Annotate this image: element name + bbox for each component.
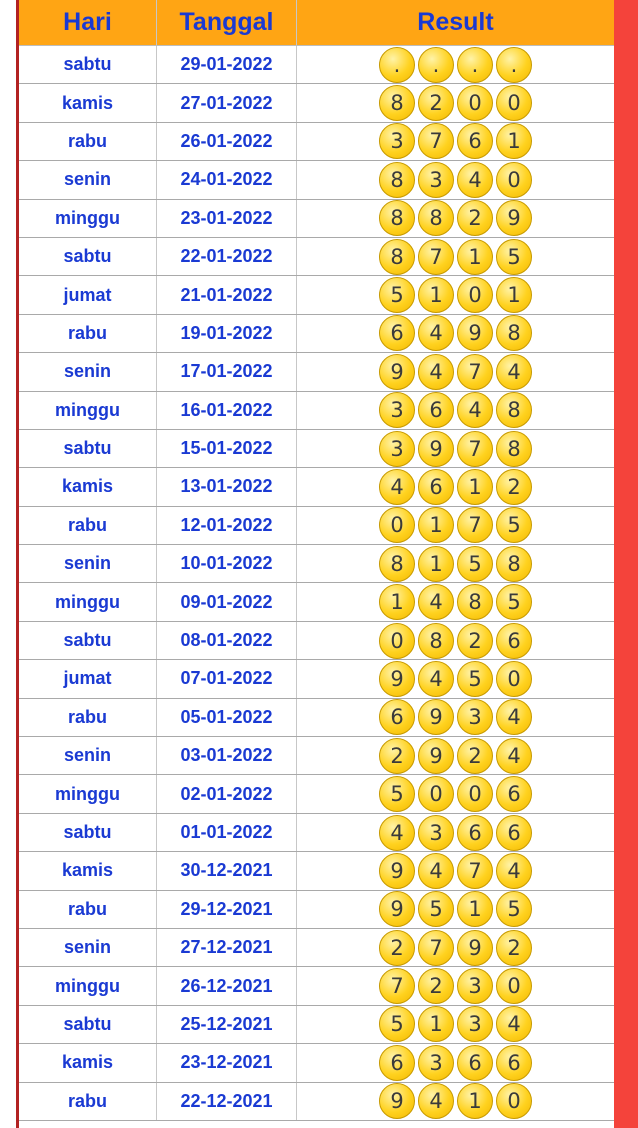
result-cell bbox=[297, 468, 614, 505]
result-ball: 9 bbox=[379, 853, 415, 889]
result-ball: . bbox=[496, 47, 532, 83]
result-ball: 0 bbox=[496, 162, 532, 198]
result-balls bbox=[297, 699, 614, 735]
table-row bbox=[19, 353, 614, 391]
date-cell: 25-12-2021 bbox=[157, 1006, 297, 1043]
result-balls bbox=[297, 200, 614, 236]
date-cell: 27-12-2021 bbox=[157, 929, 297, 966]
result-ball: 6 bbox=[457, 1045, 493, 1081]
result-cell bbox=[297, 84, 614, 121]
result-ball: 9 bbox=[379, 1083, 415, 1119]
result-ball: 4 bbox=[496, 354, 532, 390]
table-body bbox=[19, 46, 614, 1121]
date-cell: 16-01-2022 bbox=[157, 392, 297, 429]
table-row bbox=[19, 852, 614, 890]
table-row bbox=[19, 967, 614, 1005]
result-ball: 6 bbox=[418, 469, 454, 505]
day-cell: senin bbox=[19, 929, 157, 966]
result-balls bbox=[297, 930, 614, 966]
result-ball: 1 bbox=[418, 507, 454, 543]
date-cell: 01-01-2022 bbox=[157, 814, 297, 851]
result-ball: 0 bbox=[418, 776, 454, 812]
result-cell bbox=[297, 507, 614, 544]
result-ball: 5 bbox=[496, 584, 532, 620]
result-ball: 7 bbox=[379, 968, 415, 1004]
date-cell: 15-01-2022 bbox=[157, 430, 297, 467]
result-cell bbox=[297, 967, 614, 1004]
result-ball: 5 bbox=[379, 1006, 415, 1042]
result-ball: 1 bbox=[496, 123, 532, 159]
result-cell bbox=[297, 161, 614, 198]
date-cell: 10-01-2022 bbox=[157, 545, 297, 582]
table-row bbox=[19, 84, 614, 122]
result-cell bbox=[297, 276, 614, 313]
day-cell: sabtu bbox=[19, 430, 157, 467]
day-cell: senin bbox=[19, 353, 157, 390]
result-cell bbox=[297, 430, 614, 467]
result-ball: 7 bbox=[457, 431, 493, 467]
result-cell bbox=[297, 852, 614, 889]
result-cell bbox=[297, 775, 614, 812]
result-cell bbox=[297, 545, 614, 582]
header-tanggal: Tanggal bbox=[157, 0, 297, 45]
result-balls bbox=[297, 968, 614, 1004]
result-ball: 1 bbox=[457, 469, 493, 505]
result-cell bbox=[297, 622, 614, 659]
result-ball: 9 bbox=[418, 738, 454, 774]
result-balls bbox=[297, 507, 614, 543]
table-row bbox=[19, 545, 614, 583]
result-ball: 6 bbox=[496, 623, 532, 659]
result-ball: 0 bbox=[496, 85, 532, 121]
day-cell: rabu bbox=[19, 315, 157, 352]
result-ball: 6 bbox=[496, 815, 532, 851]
table-row bbox=[19, 123, 614, 161]
result-ball: 3 bbox=[457, 1006, 493, 1042]
result-cell bbox=[297, 1006, 614, 1043]
result-ball: 4 bbox=[496, 853, 532, 889]
result-cell bbox=[297, 46, 614, 83]
result-ball: 5 bbox=[379, 776, 415, 812]
header-result: Result bbox=[417, 8, 494, 36]
result-balls bbox=[297, 354, 614, 390]
date-cell: 09-01-2022 bbox=[157, 583, 297, 620]
result-balls bbox=[297, 1083, 614, 1119]
result-ball: 4 bbox=[418, 1083, 454, 1119]
result-balls bbox=[297, 47, 614, 83]
result-ball: 2 bbox=[457, 738, 493, 774]
result-ball: 6 bbox=[379, 315, 415, 351]
result-ball: 4 bbox=[379, 469, 415, 505]
table-row bbox=[19, 1083, 614, 1121]
table-row bbox=[19, 622, 614, 660]
result-ball: 8 bbox=[379, 239, 415, 275]
result-ball: 2 bbox=[496, 469, 532, 505]
result-ball: 5 bbox=[496, 239, 532, 275]
date-cell: 26-01-2022 bbox=[157, 123, 297, 160]
result-balls bbox=[297, 584, 614, 620]
result-balls bbox=[297, 392, 614, 428]
results-table bbox=[19, 0, 614, 1121]
result-balls bbox=[297, 239, 614, 275]
result-balls bbox=[297, 85, 614, 121]
result-balls bbox=[297, 315, 614, 351]
result-ball: 0 bbox=[457, 85, 493, 121]
day-cell: minggu bbox=[19, 200, 157, 237]
result-balls bbox=[297, 277, 614, 313]
day-cell: kamis bbox=[19, 852, 157, 889]
result-ball: 2 bbox=[496, 930, 532, 966]
result-ball: 0 bbox=[457, 277, 493, 313]
result-ball: 8 bbox=[379, 546, 415, 582]
result-cell bbox=[297, 1044, 614, 1081]
table-row bbox=[19, 161, 614, 199]
result-ball: 2 bbox=[379, 930, 415, 966]
day-cell: minggu bbox=[19, 967, 157, 1004]
table-row bbox=[19, 583, 614, 621]
date-cell: 17-01-2022 bbox=[157, 353, 297, 390]
result-ball: 4 bbox=[418, 661, 454, 697]
result-ball: 3 bbox=[418, 815, 454, 851]
result-ball: 9 bbox=[496, 200, 532, 236]
result-ball: 2 bbox=[418, 968, 454, 1004]
result-balls bbox=[297, 546, 614, 582]
result-ball: 0 bbox=[496, 968, 532, 1004]
result-ball: 6 bbox=[496, 1045, 532, 1081]
date-cell: 22-01-2022 bbox=[157, 238, 297, 275]
result-ball: 4 bbox=[379, 815, 415, 851]
table-row bbox=[19, 699, 614, 737]
result-ball: 1 bbox=[457, 1083, 493, 1119]
result-ball: 3 bbox=[379, 392, 415, 428]
result-ball: . bbox=[379, 47, 415, 83]
date-cell: 23-12-2021 bbox=[157, 1044, 297, 1081]
date-cell: 27-01-2022 bbox=[157, 84, 297, 121]
result-ball: 6 bbox=[457, 123, 493, 159]
result-ball: 1 bbox=[379, 584, 415, 620]
table-row bbox=[19, 814, 614, 852]
result-ball: 8 bbox=[418, 200, 454, 236]
result-ball: 4 bbox=[418, 584, 454, 620]
result-ball: 6 bbox=[418, 392, 454, 428]
day-cell: minggu bbox=[19, 775, 157, 812]
result-ball: 1 bbox=[418, 277, 454, 313]
result-ball: 1 bbox=[418, 546, 454, 582]
day-cell: minggu bbox=[19, 392, 157, 429]
result-ball: 6 bbox=[457, 815, 493, 851]
result-ball: 5 bbox=[457, 661, 493, 697]
result-cell bbox=[297, 123, 614, 160]
result-ball: 2 bbox=[379, 738, 415, 774]
day-cell: rabu bbox=[19, 891, 157, 928]
result-ball: 8 bbox=[496, 546, 532, 582]
day-cell: sabtu bbox=[19, 46, 157, 83]
result-ball: 9 bbox=[379, 354, 415, 390]
day-cell: senin bbox=[19, 737, 157, 774]
result-cell bbox=[297, 737, 614, 774]
result-ball: 9 bbox=[457, 930, 493, 966]
result-ball: 3 bbox=[418, 162, 454, 198]
day-cell: sabtu bbox=[19, 1006, 157, 1043]
result-cell bbox=[297, 353, 614, 390]
result-ball: 8 bbox=[457, 584, 493, 620]
header-hari: Hari bbox=[19, 0, 157, 45]
date-cell: 02-01-2022 bbox=[157, 775, 297, 812]
result-ball: 4 bbox=[496, 1006, 532, 1042]
result-balls bbox=[297, 623, 614, 659]
day-cell: senin bbox=[19, 545, 157, 582]
result-ball: 0 bbox=[379, 623, 415, 659]
result-balls bbox=[297, 853, 614, 889]
result-balls bbox=[297, 815, 614, 851]
result-ball: 1 bbox=[457, 891, 493, 927]
date-cell: 24-01-2022 bbox=[157, 161, 297, 198]
date-cell: 08-01-2022 bbox=[157, 622, 297, 659]
result-ball: 4 bbox=[418, 853, 454, 889]
table-row bbox=[19, 238, 614, 276]
result-ball: 8 bbox=[379, 162, 415, 198]
result-cell bbox=[297, 392, 614, 429]
result-ball: 2 bbox=[457, 200, 493, 236]
result-ball: 9 bbox=[418, 431, 454, 467]
result-ball: 1 bbox=[418, 1006, 454, 1042]
date-cell: 05-01-2022 bbox=[157, 699, 297, 736]
day-cell: rabu bbox=[19, 507, 157, 544]
result-cell bbox=[297, 200, 614, 237]
result-cell bbox=[297, 699, 614, 736]
table-row bbox=[19, 276, 614, 314]
result-ball: 4 bbox=[418, 354, 454, 390]
result-ball: 5 bbox=[418, 891, 454, 927]
result-ball: 8 bbox=[496, 315, 532, 351]
day-cell: rabu bbox=[19, 1083, 157, 1120]
day-cell: minggu bbox=[19, 583, 157, 620]
result-ball: 2 bbox=[457, 623, 493, 659]
result-ball: 8 bbox=[379, 85, 415, 121]
left-margin bbox=[0, 0, 16, 1128]
day-cell: kamis bbox=[19, 1044, 157, 1081]
table-row bbox=[19, 315, 614, 353]
result-ball: 0 bbox=[496, 661, 532, 697]
result-balls bbox=[297, 123, 614, 159]
result-ball: 5 bbox=[496, 507, 532, 543]
day-cell: sabtu bbox=[19, 622, 157, 659]
table-row bbox=[19, 430, 614, 468]
result-ball: 5 bbox=[457, 546, 493, 582]
result-cell bbox=[297, 660, 614, 697]
result-ball: 8 bbox=[418, 623, 454, 659]
day-cell: jumat bbox=[19, 276, 157, 313]
table-row bbox=[19, 737, 614, 775]
result-ball: 3 bbox=[418, 1045, 454, 1081]
date-cell: 26-12-2021 bbox=[157, 967, 297, 1004]
result-balls bbox=[297, 469, 614, 505]
result-balls bbox=[297, 1006, 614, 1042]
result-ball: 8 bbox=[379, 200, 415, 236]
table-row bbox=[19, 929, 614, 967]
date-cell: 12-01-2022 bbox=[157, 507, 297, 544]
day-cell: kamis bbox=[19, 84, 157, 121]
day-cell: senin bbox=[19, 161, 157, 198]
result-ball: 9 bbox=[379, 891, 415, 927]
result-ball: 4 bbox=[418, 315, 454, 351]
result-ball: 4 bbox=[457, 392, 493, 428]
result-ball: . bbox=[418, 47, 454, 83]
result-ball: 3 bbox=[457, 968, 493, 1004]
result-balls bbox=[297, 431, 614, 467]
day-cell: sabtu bbox=[19, 238, 157, 275]
result-ball: 4 bbox=[457, 162, 493, 198]
date-cell: 19-01-2022 bbox=[157, 315, 297, 352]
result-cell bbox=[297, 891, 614, 928]
result-ball: 9 bbox=[379, 661, 415, 697]
result-cell bbox=[297, 929, 614, 966]
day-cell: rabu bbox=[19, 123, 157, 160]
table-row bbox=[19, 392, 614, 430]
date-cell: 29-12-2021 bbox=[157, 891, 297, 928]
result-ball: 4 bbox=[496, 699, 532, 735]
result-ball: 3 bbox=[457, 699, 493, 735]
result-ball: 7 bbox=[418, 123, 454, 159]
result-ball: 7 bbox=[457, 354, 493, 390]
result-ball: 0 bbox=[379, 507, 415, 543]
result-balls bbox=[297, 1045, 614, 1081]
result-ball: 9 bbox=[418, 699, 454, 735]
result-cell bbox=[297, 1083, 614, 1120]
day-cell: sabtu bbox=[19, 814, 157, 851]
result-ball: 7 bbox=[418, 239, 454, 275]
result-cell bbox=[297, 315, 614, 352]
table-row bbox=[19, 200, 614, 238]
day-cell: kamis bbox=[19, 468, 157, 505]
result-ball: 1 bbox=[496, 277, 532, 313]
result-ball: 5 bbox=[496, 891, 532, 927]
result-ball: 5 bbox=[379, 277, 415, 313]
table-row bbox=[19, 468, 614, 506]
result-balls bbox=[297, 776, 614, 812]
result-ball: 8 bbox=[496, 431, 532, 467]
result-cell bbox=[297, 583, 614, 620]
date-cell: 22-12-2021 bbox=[157, 1083, 297, 1120]
date-cell: 13-01-2022 bbox=[157, 468, 297, 505]
result-balls bbox=[297, 891, 614, 927]
table-row bbox=[19, 1044, 614, 1082]
result-ball: 0 bbox=[496, 1083, 532, 1119]
table-row bbox=[19, 891, 614, 929]
result-ball: 3 bbox=[379, 431, 415, 467]
result-balls bbox=[297, 162, 614, 198]
date-cell: 30-12-2021 bbox=[157, 852, 297, 889]
result-balls bbox=[297, 738, 614, 774]
table-row bbox=[19, 46, 614, 84]
date-cell: 03-01-2022 bbox=[157, 737, 297, 774]
right-accent-bar bbox=[614, 0, 638, 1128]
result-cell bbox=[297, 238, 614, 275]
result-ball: 7 bbox=[418, 930, 454, 966]
date-cell: 07-01-2022 bbox=[157, 660, 297, 697]
result-ball: 3 bbox=[379, 123, 415, 159]
day-cell: rabu bbox=[19, 699, 157, 736]
table-header bbox=[19, 0, 614, 46]
table-row bbox=[19, 775, 614, 813]
result-ball: 8 bbox=[496, 392, 532, 428]
result-ball: 6 bbox=[496, 776, 532, 812]
result-balls bbox=[297, 661, 614, 697]
result-ball: 6 bbox=[379, 699, 415, 735]
result-ball: 0 bbox=[457, 776, 493, 812]
day-cell: jumat bbox=[19, 660, 157, 697]
result-ball: 2 bbox=[418, 85, 454, 121]
result-ball: 9 bbox=[457, 315, 493, 351]
result-cell bbox=[297, 814, 614, 851]
result-ball: 1 bbox=[457, 239, 493, 275]
result-ball: 7 bbox=[457, 507, 493, 543]
result-ball: 7 bbox=[457, 853, 493, 889]
date-cell: 21-01-2022 bbox=[157, 276, 297, 313]
date-cell: 23-01-2022 bbox=[157, 200, 297, 237]
date-cell: 29-01-2022 bbox=[157, 46, 297, 83]
table-row bbox=[19, 660, 614, 698]
result-ball: 6 bbox=[379, 1045, 415, 1081]
result-ball: . bbox=[457, 47, 493, 83]
result-ball: 4 bbox=[496, 738, 532, 774]
table-row bbox=[19, 1006, 614, 1044]
table-row bbox=[19, 507, 614, 545]
